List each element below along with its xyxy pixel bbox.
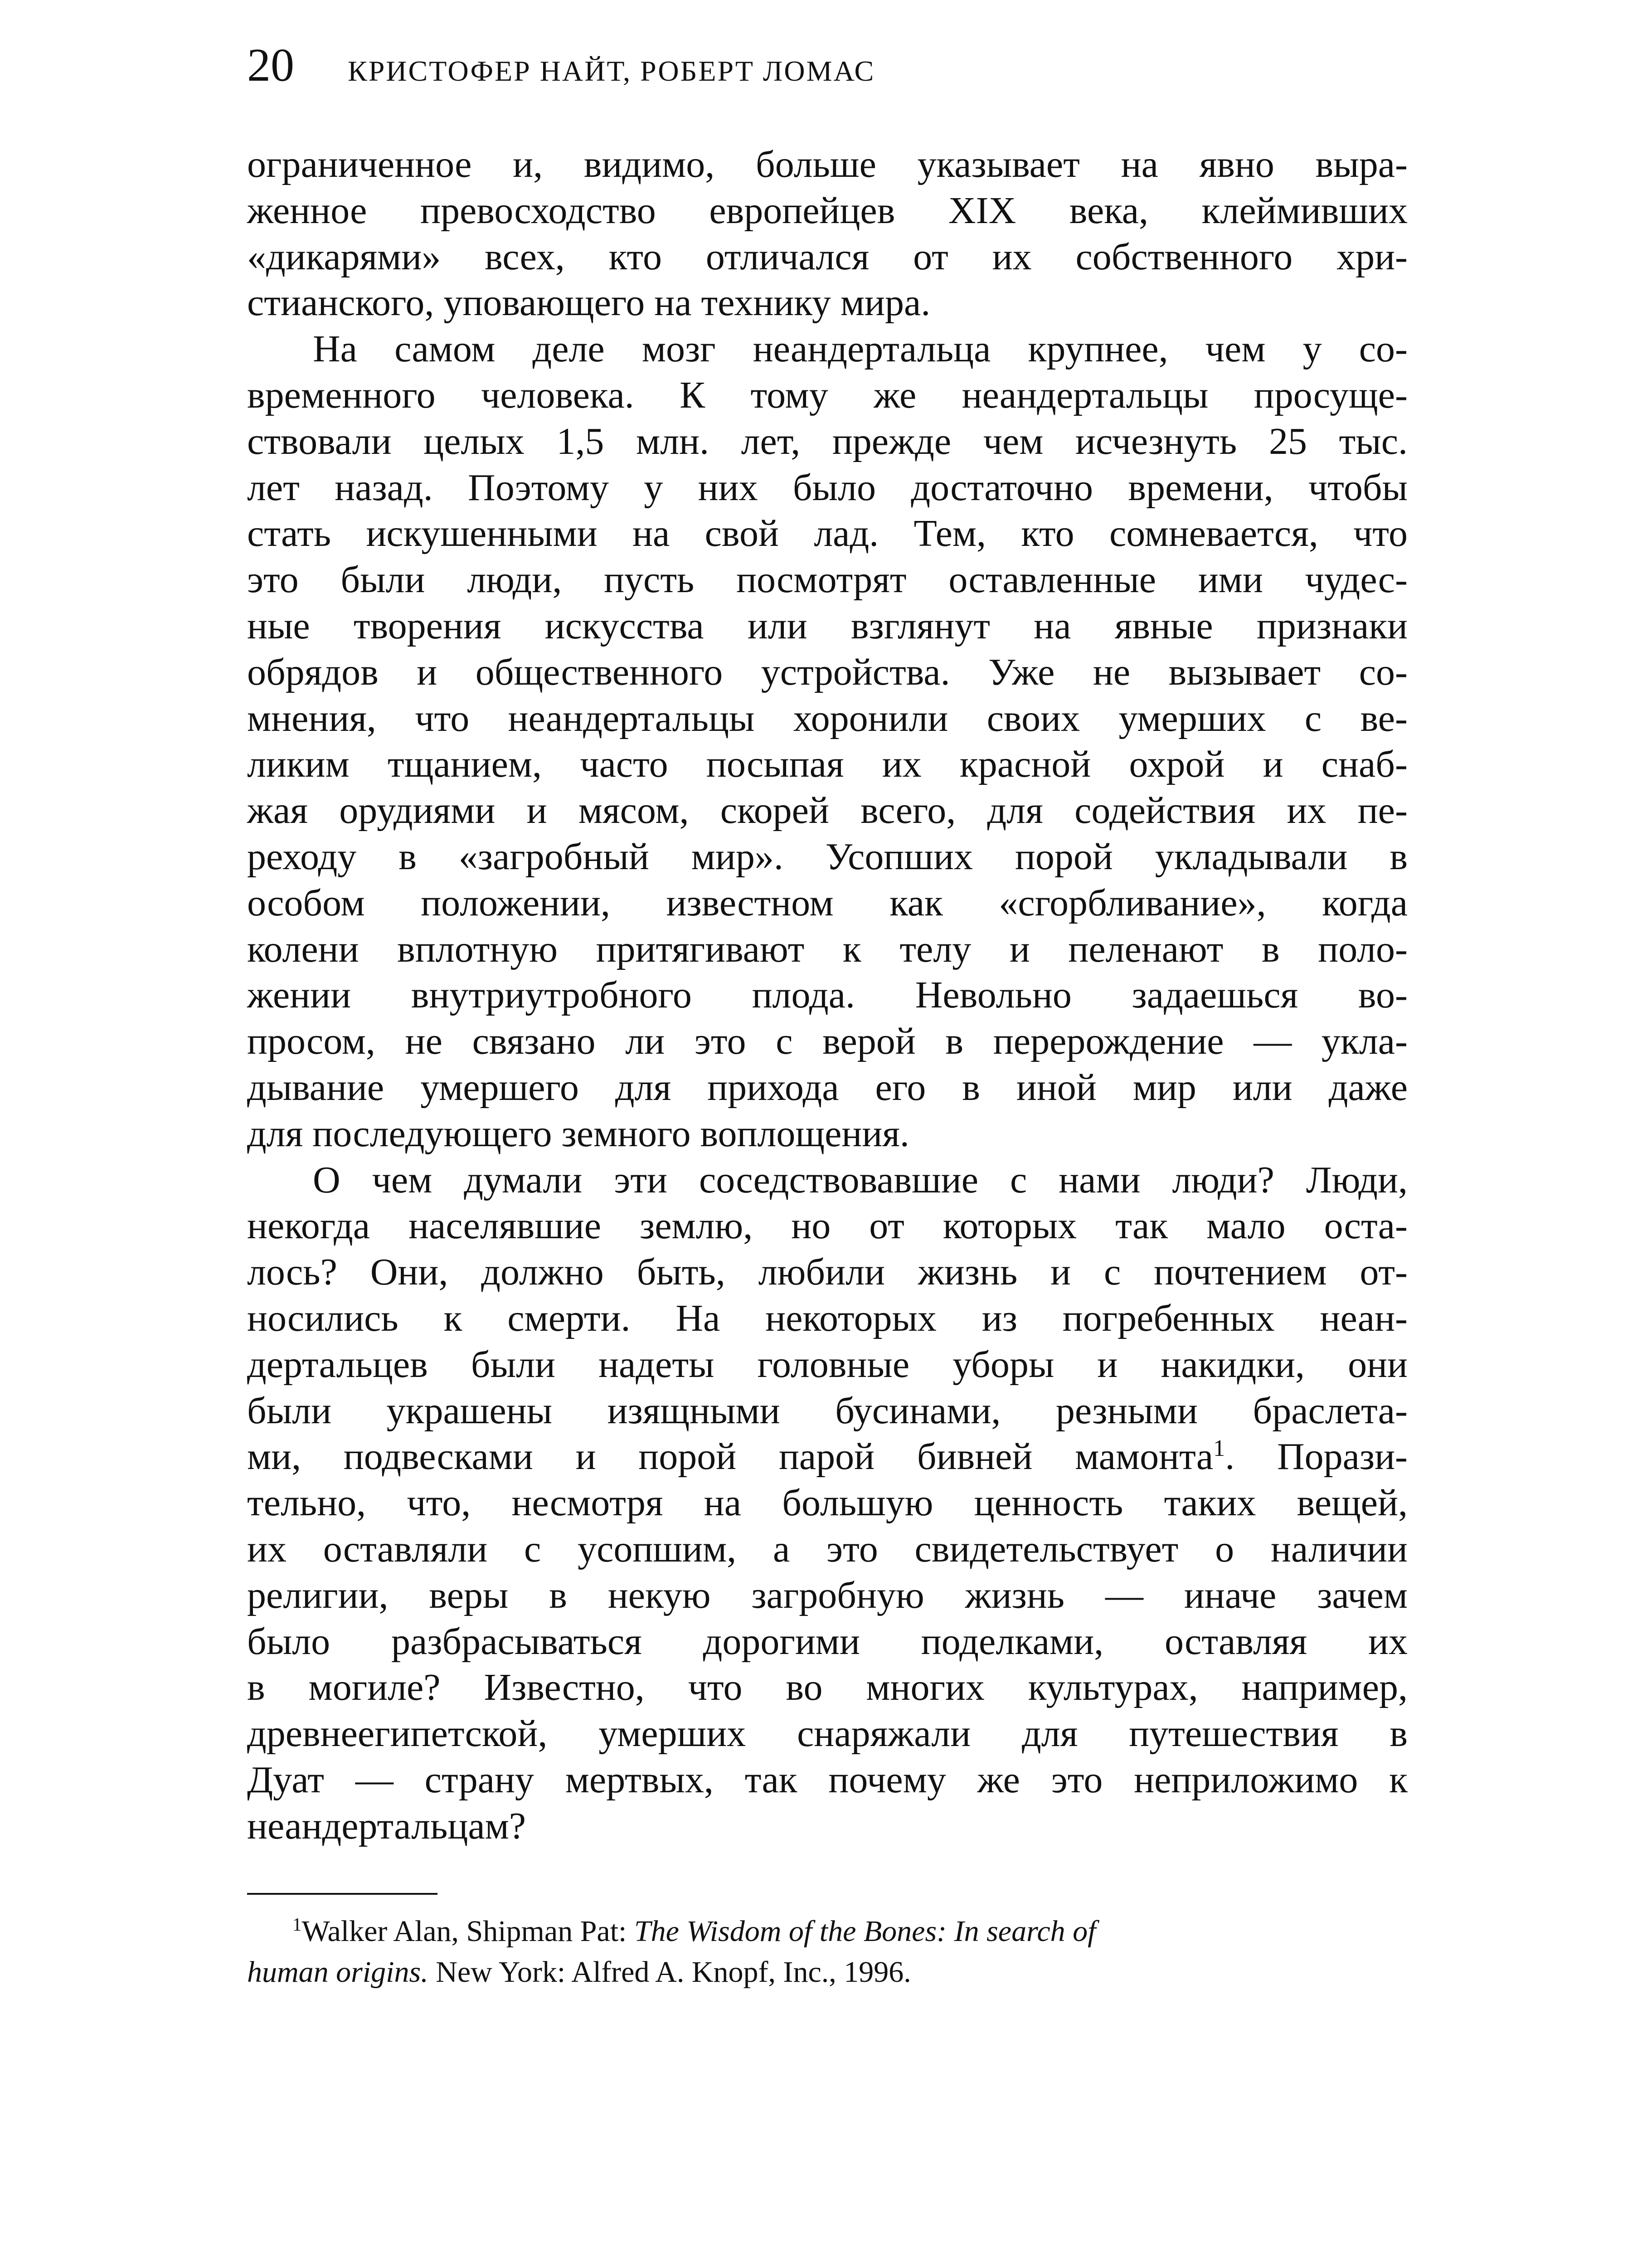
text-line: для последующего земного воплощения. — [247, 1112, 909, 1155]
footnote-title: The Wisdom of the Bones: In search of — [634, 1915, 1096, 1948]
text-line: ликим тщанием, часто посыпая их красной охрой и снаб- — [247, 743, 1408, 786]
footnote-line — [247, 1952, 1408, 1993]
footnote-reference: 1 — [1213, 1435, 1225, 1462]
text-line: Дуат — страну мертвых, так почему же это неприложимо к — [247, 1758, 1408, 1801]
footnote — [247, 1911, 1408, 1993]
text-line: реходу в «загробный мир». Усопших порой укладывали в — [247, 835, 1408, 878]
text-line: мнения, что неандертальцы хоронили своих умерших с ве- — [247, 697, 1408, 739]
footnote-divider — [247, 1893, 437, 1895]
text-line-with-footnote-ref — [247, 1434, 1408, 1480]
text-line-tail: . Порази- — [1225, 1435, 1408, 1478]
text-line: временного человека. К тому же неандертальцы просуще- — [247, 374, 1408, 416]
text-line: обрядов и общественного устройства. Уже не вызывает со- — [247, 651, 1408, 693]
text-line: носились к смерти. На некоторых из погребенных неан- — [247, 1297, 1408, 1339]
text-line: древнеегипетской, умерших снаряжали для путешествия в — [247, 1712, 1408, 1755]
text-line: женное превосходство европейцев XIX века, клеймивших — [247, 189, 1408, 232]
text-line: ствовали целых 1,5 млн. лет, прежде чем исчезнуть 25 тыс. — [247, 420, 1408, 462]
text-line: ограниченное и, видимо, больше указывает на явно выра- — [247, 143, 1408, 185]
footnote-publisher: New York: Alfred A. Knopf, Inc., 1996. — [428, 1956, 911, 1989]
text-line: дертальцев были надеты головные уборы и накидки, они — [247, 1343, 1408, 1386]
text-line-head: ми, подвесками и порой парой бивней мамонта — [247, 1435, 1214, 1478]
text-line: На самом деле мозг неандертальца крупнее, чем у со- — [313, 328, 1408, 370]
text-line: колени вплотную притягивают к телу и пеленают в поло- — [247, 928, 1408, 970]
text-line: в могиле? Известно, что во многих культурах, например, — [247, 1666, 1408, 1709]
text-line: их оставляли с усопшим, а это свидетельствует о наличии — [247, 1528, 1408, 1570]
text-line: жая орудиями и мясом, скорей всего, для содействия их пе- — [247, 789, 1408, 832]
body-text — [247, 141, 1408, 1849]
text-line: были украшены изящными бусинами, резными браслета- — [247, 1389, 1408, 1432]
footnote-title-continued: human origins. — [247, 1956, 428, 1989]
text-line: неандертальцам? — [247, 1805, 526, 1847]
text-line: просом, не связано ли это с верой в перерождение — укла- — [247, 1020, 1408, 1063]
header-authors: КРИСТОФЕР НАЙТ, РОБЕРТ ЛОМАС — [348, 55, 875, 87]
text-line: «дикарями» всех, кто отличался от их собственного хри- — [247, 235, 1408, 278]
running-head — [247, 39, 1426, 105]
text-line: религии, веры в некую загробную жизнь — иначе зачем — [247, 1574, 1408, 1616]
text-line: тельно, что, несмотря на большую ценность таких вещей, — [247, 1482, 1408, 1524]
text-line: особом положении, известном как «сгорбливание», когда — [247, 881, 1408, 924]
page-number: 20 — [247, 39, 294, 91]
footnote-authors: Walker Alan, Shipman Pat: — [301, 1915, 634, 1948]
text-line: стать искушенными на свой лад. Тем, кто сомневается, что — [247, 512, 1408, 555]
text-line: дывание умершего для прихода его в иной мир или даже — [247, 1066, 1408, 1109]
text-line: О чем думали эти соседствовавшие с нами люди? Люди, — [313, 1158, 1408, 1201]
text-line: ные творения искусства или взглянут на явные признаки — [247, 604, 1408, 647]
text-line: жении внутриутробного плода. Невольно задаешься во- — [247, 974, 1408, 1017]
text-line: стианского, уповающего на технику мира. — [247, 282, 931, 324]
text-line: это были люди, пусть посмотрят оставленные ими чудес- — [247, 559, 1408, 601]
text-line: некогда населявшие землю, но от которых так мало оста- — [247, 1205, 1408, 1247]
footnote-marker: 1 — [292, 1914, 302, 1935]
footnote-line — [247, 1911, 1408, 1952]
text-line: было разбрасываться дорогими поделками, оставляя их — [247, 1620, 1408, 1663]
text-line: лет назад. Поэтому у них было достаточно времени, чтобы — [247, 466, 1408, 509]
text-line: лось? Они, должно быть, любили жизнь и с почтением от- — [247, 1251, 1408, 1294]
